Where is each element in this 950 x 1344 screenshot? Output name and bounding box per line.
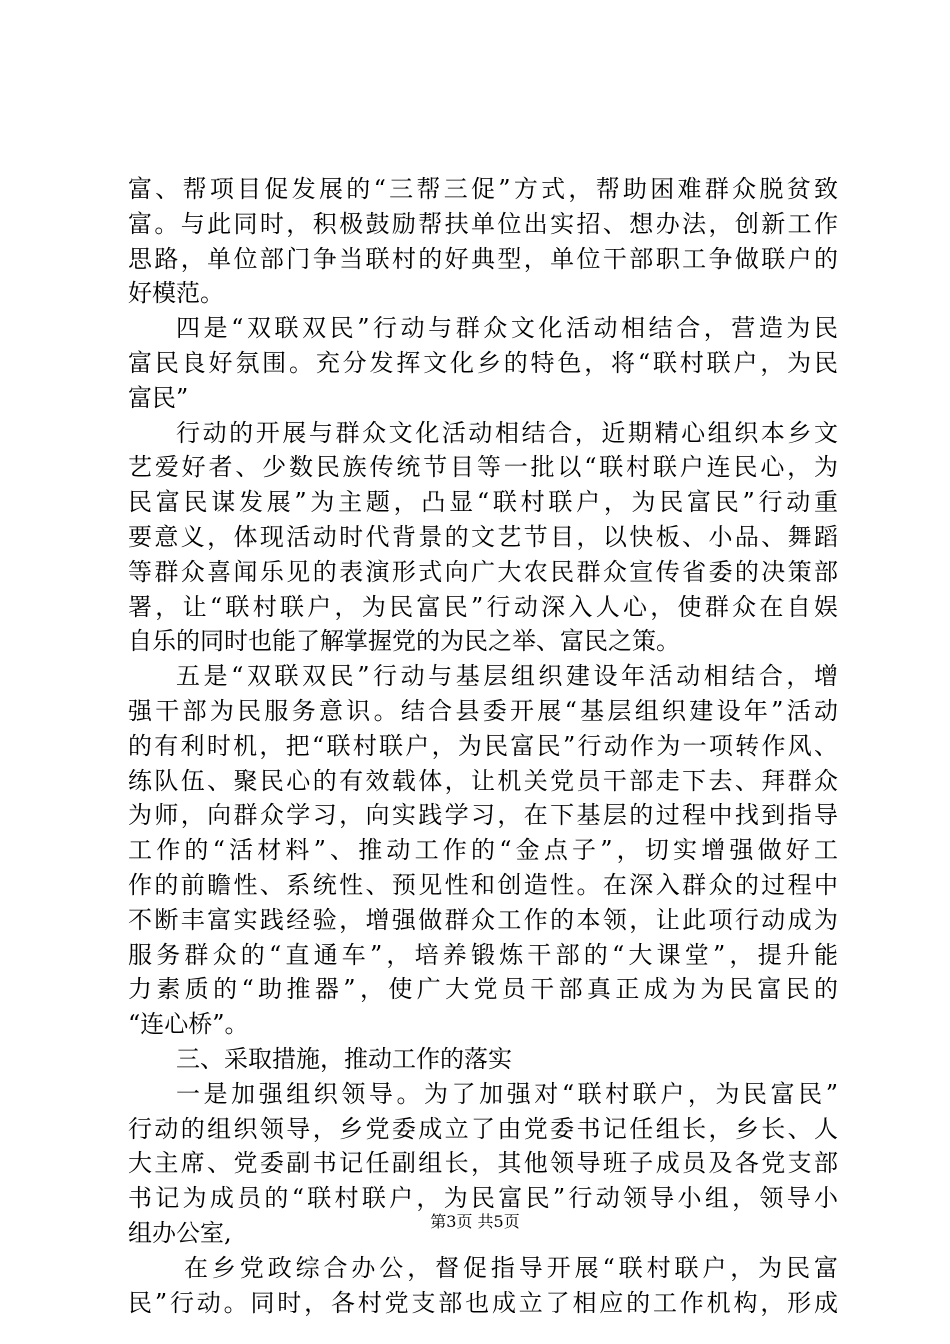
text-line: 富。与此同时，积极鼓励帮扶单位出实招、想办法，创新工作 [128,209,838,238]
text-line: 思路，单位部门争当联村的好典型，单位干部职工争做联户的 [128,244,838,273]
text-line: 一是加强组织领导。为了加强对“联村联户，为民富民” [176,1079,838,1108]
text-line: 好模范。 [128,279,224,308]
text-line: 组办公室, [128,1218,232,1247]
page-footer [0,1212,950,1232]
text-line: 自乐的同时也能了解掌握党的为民之举、富民之策。 [128,627,680,656]
text-line: 的有利时机，把“联村联户，为民富民”行动作为一项转作风、 [128,731,838,760]
text-line: 书记为成员的“联村联户，为民富民”行动领导小组，领导小 [128,1184,838,1213]
text-line: 力素质的“助推器”，使广大党员干部真正成为为民富民的 [128,975,838,1004]
text-line: 要意义，体现活动时代背景的文艺节目，以快板、小品、舞蹈 [128,522,838,551]
page-number: 第3页 共5页 [430,1212,520,1231]
text-line: 在乡党政综合办公，督促指导开展“联村联户，为民富 [184,1253,838,1282]
text-line: 五是“双联双民”行动与基层组织建设年活动相结合，增 [176,662,838,691]
text-line: 不断丰富实践经验，增强做群众工作的本领，让此项行动成为 [128,905,838,934]
text-line: 民”行动。同时，各村党支部也成立了相应的工作机构，形成 [128,1288,838,1317]
text-line: 工作的“活材料”、推动工作的“金点子”，切实增强做好工 [128,836,838,865]
text-line: 作的前瞻性、系统性、预见性和创造性。在深入群众的过程中 [128,870,838,899]
section-heading: 三、采取措施，推动工作的落实 [176,1044,512,1073]
text-line: 富民良好氛围。充分发挥文化乡的特色，将“联村联户，为民 [128,348,838,377]
text-line: “连心桥”。 [128,1010,249,1039]
text-line: 富民” [128,383,189,412]
text-line: 服务群众的“直通车”，培养锻炼干部的“大课堂”，提升能 [128,940,838,969]
text-line: 等群众喜闻乐见的表演形式向广大农民群众宣传省委的决策部 [128,557,838,586]
text-line: 四是“双联双民”行动与群众文化活动相结合，营造为民 [176,314,838,343]
text-line: 大主席、党委副书记任副组长，其他领导班子成员及各党支部 [128,1149,838,1178]
body-text [128,172,838,1320]
text-line: 行动的开展与群众文化活动相结合，近期精心组织本乡文 [176,418,838,447]
text-line: 强干部为民服务意识。结合县委开展“基层组织建设年”活动 [128,696,838,725]
text-line: 为师，向群众学习，向实践学习，在下基层的过程中找到指导 [128,801,838,830]
text-line: 艺爱好者、少数民族传统节目等一批以“联村联户连民心，为 [128,453,838,482]
text-line: 行动的组织领导，乡党委成立了由党委书记任组长，乡长、人 [128,1114,838,1143]
text-line: 练队伍、聚民心的有效载体，让机关党员干部走下去、拜群众 [128,766,838,795]
text-line: 署，让“联村联户，为民富民”行动深入人心，使群众在自娱 [128,592,838,621]
text-line: 富、帮项目促发展的“三帮三促”方式，帮助困难群众脱贫致 [128,175,838,203]
text-line: 民富民谋发展”为主题，凸显“联村联户，为民富民”行动重 [128,488,838,517]
